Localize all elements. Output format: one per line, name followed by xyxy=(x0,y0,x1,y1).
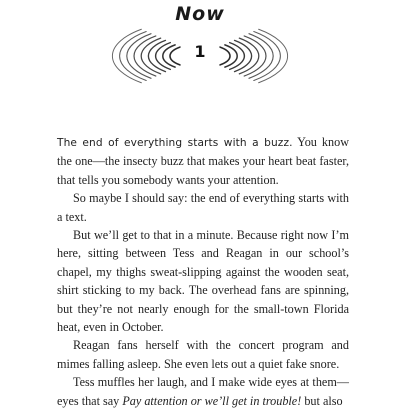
wave-arc-left xyxy=(163,45,175,67)
section-title: Now xyxy=(175,3,225,25)
paragraph: Reagan fans herself with the concert program and mimes falling asleep. She even lets out a quiet fake snore. xyxy=(57,338,349,371)
paragraph xyxy=(57,133,349,189)
wave-arc-right xyxy=(249,34,273,79)
chapter-body xyxy=(57,133,349,410)
lead-in-text: The end of everything starts with a buzz. xyxy=(57,137,293,149)
paragraph-text: You know the one—the insecty buzz that makes your heart beat faster, that tells you somebody wants your attention. xyxy=(57,135,350,187)
paragraph: So maybe I should say: the end of everything starts with a text. xyxy=(57,191,349,224)
paragraph-text: Tess muffles her laugh, and I make wide eyes at them—eyes that say xyxy=(57,375,349,408)
paragraph-text: but also xyxy=(301,393,343,408)
wave-arc-left xyxy=(127,34,151,79)
wave-arc-right xyxy=(225,45,237,67)
chapter-number: 1 xyxy=(194,42,206,61)
paragraph xyxy=(57,373,349,410)
paragraph: But we’ll get to that in a minute. Because right now I’m here, sitting between Tess and Reagan in our school’s chapel, my thighs sweat-slipping against the wooden seat, shirt sticking to my back. The overhead fans are spinning, but they’re not nearly enough for the small-town Florida heat, even in October. xyxy=(57,228,349,335)
italic-text: Pay attention or we’ll get in trouble! xyxy=(122,393,302,408)
